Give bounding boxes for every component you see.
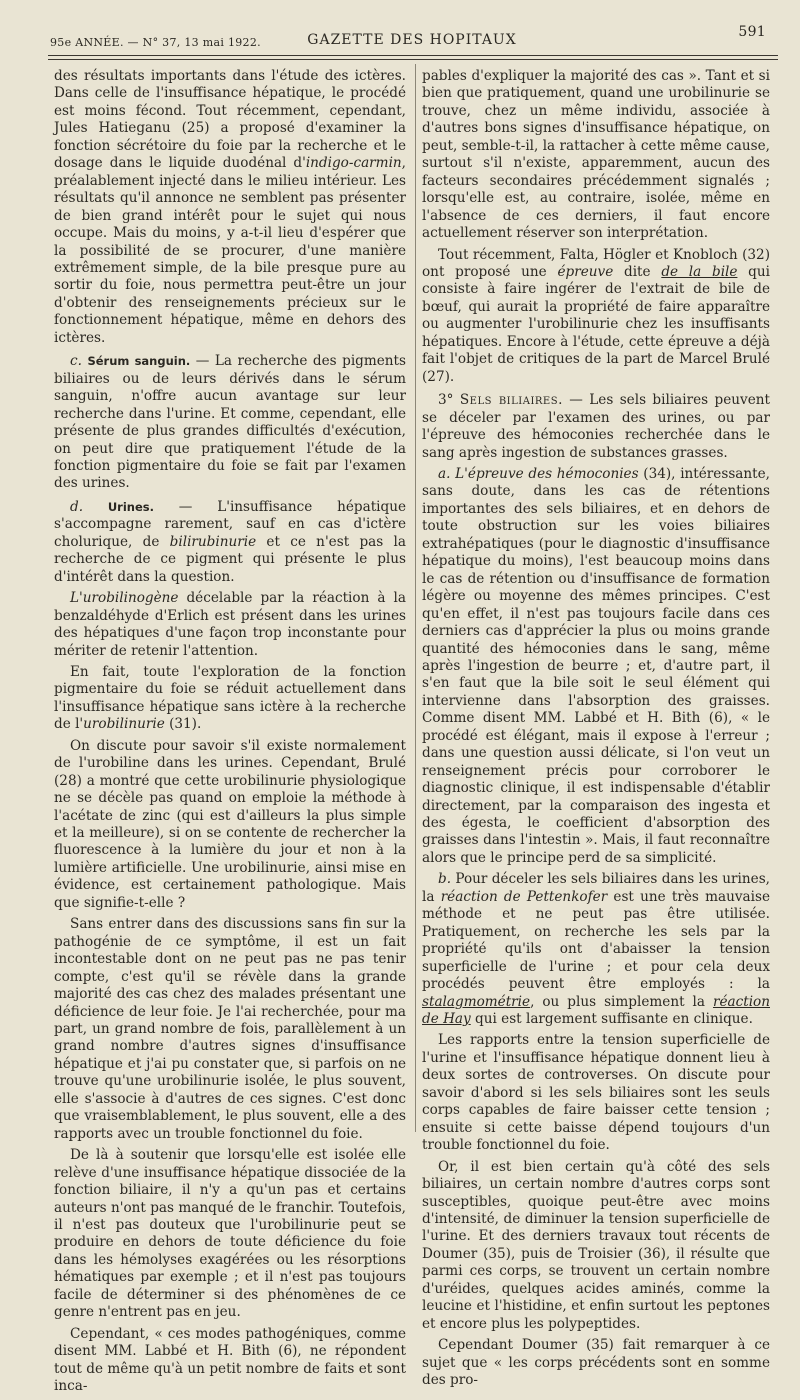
paragraph: En fait, toute l'exploration de la fonction pigmentaire du foie se réduit actuellement dans l'insuffisance hépatique sans ictère à la recherche de l'urobilinurie (31).: [54, 663, 406, 733]
header-rule-double: [48, 59, 778, 60]
section-d: d. Urines. — L'insuffisance hépatique s'accompagne rarement, sauf en cas d'ictère cholurique, de bilirubinurie et ce n'est pas la recherche de ce pigment qui présente le plus d'intérêt dans la question.: [54, 498, 407, 585]
left-column: [54, 68, 406, 1400]
paragraph: De là à soutenir que lorsqu'elle est isolée elle relève d'une insuffisance hépatique dissociée de la fonction biliaire, il n'y a qu'un pas et certains auteurs n'ont pas manqué de le franchir. Toutefois, il n'est pas douteux que l'urobilinurie peut se produire en dehors de toute déficience du foie dans les hémolyses exagérées ou les résorptions hématiques par exemple ; et il n'est pas toujours facile de déterminer si des phénomènes de ce genre n'entrent pas en jeu.: [54, 1147, 406, 1321]
section-heading: Sels biliaires.: [459, 392, 563, 409]
section-c: c. Sérum sanguin. — La recherche des pigments biliaires ou de leurs dérivés dans le sérum sanguin, n'offre aucun avantage sur leur recherche dans l'urine. Et comme, cependant, elle présente de plus grandes difficultés d'exécution, on peut dire que pratiquement l'étude de la fonction pigmentaire du foie se fait par l'examen des urines.: [54, 353, 406, 492]
issue-line: 95e ANNÉE. — N° 37, 13 mai 1922.: [50, 36, 261, 49]
paragraph: Les rapports entre la tension superficielle de l'urine et l'insuffisance hépatique donnent lieu à deux sortes de controverses. On discute pour savoir d'abord si les sels biliaires sont les seuls corps capables de faire baisser cette tension ; ensuite si cette baisse dépend toujours d'un trouble fonctionnel du foie.: [422, 1032, 770, 1154]
paragraph: des résultats importants dans l'étude des ictères. Dans celle de l'insuffisance hépatique, le procédé est moins fécond. Tout récemment, cependant, Jules Hatieganu (25) a proposé d'examiner la fonction sécrétoire du foie par la recherche et le dosage dans le liquide duodénal d'indigo-carmin, préalablement injecté dans le milieu intérieur. Les résultats qu'il annonce ne semblent pas présenter de bien grand intérêt pour le sujet qui nous occupe. Mais du moins, y a-t-il lieu d'espérer que la possibilité de se procurer, d'une manière extrêmement simple, de la bile presque pure au sortir du foie, nous permettra peut-être un jour d'obtenir des renseignements précieux sur le fonctionnement hépatique, même en dehors des ictères.: [54, 68, 406, 346]
running-header: [50, 22, 774, 58]
paragraph: pables d'expliquer la majorité des cas ». Tant et si bien que pratiquement, quand une urobilinurie se trouve, chez un même individu, associée à d'autres bons signes d'insuffisance hépatique, on peut, semble-t-il, la rattacher à cette même cause, surtout s'il n'existe, apparemment, aucun des facteurs secondaires précédemment signalés ; lorsqu'elle est, au contraire, isolée, même en l'absence de ces derniers, il faut encore actuellement réserver son interprétation.: [422, 68, 770, 242]
section-a: a. L'épreuve des hémoconies (34), intéressante, sans doute, dans les cas de rétentions importantes des sels biliaires, et en dehors de toute obstruction sur les voies biliaires extrahépatiques (pour le diagnostic d'insuffisance hépatique du moins), l'est beaucoup moins dans le cas de rétention ou d'insuffisance de formation légère ou moyenne des mêmes principes. C'est qu'en effet, il n'est pas toujours facile dans ces derniers cas d'apprécier la plus ou moins grande quantité des hémoconies dans le sang, même après l'ingestion de beurre ; et, d'autre part, il s'en faut que la bile soit le seul élément qui intervienne dans l'absorption des graisses. Comme disent MM. Labbé et H. Bith (6), « le procédé est élégant, mais il expose à l'erreur ; dans une question aussi délicate, si l'on veut un renseignement précis pour corroborer le diagnostic clinique, il est indispensable d'établir directement, par la comparaison des ingesta et des égesta, le coefficient d'absorption des graisses dans l'intestin ». Mais, il faut reconnaître alors que le principe perd de sa simplicité.: [422, 465, 770, 866]
paragraph: Or, il est bien certain qu'à côté des sels biliaires, un certain nombre d'autres corps sont susceptibles, quoique peut-être avec moins d'intensité, de diminuer la tension superficielle de l'urine. Et des derniers travaux tout récents de Doumer (35), puis de Troisier (36), il résulte que parmi ces corps, se trouvent un certain nombre d'uréides, quelques acides aminés, comme la leucine et l'histidine, et enfin surtout les peptones et encore plus les polypeptides.: [422, 1158, 770, 1332]
section-heading: Urines.: [107, 499, 154, 514]
section-3: 3° Sels biliaires. — Les sels biliaires peuvent se déceler par l'examen des urines, ou par l'épreuve des hémoconies recherchée dans le sang après ingestion de substances grasses.: [422, 392, 770, 461]
paragraph: Tout récemment, Falta, Högler et Knobloch (32) ont proposé une épreuve dite de la bile qui consiste à faire ingérer de l'extrait de bile de bœuf, qui aurait la propriété de faire apparaître ou augmenter l'urobilinurie chez les insuffisants hépatiques. Encore à l'étude, cette épreuve a déjà fait l'objet de critiques de la part de Marcel Brulé (27).: [422, 246, 770, 385]
page-number: 591: [738, 24, 766, 40]
paragraph: On discute pour savoir s'il existe normalement de l'urobiline dans les urines. Cependant, Brulé (28) a montré que cette urobilinurie physiologique ne se décèle pas quand on emploie la méthode à l'acétate de zinc (qui est d'ailleurs la plus simple et la meilleure), si on se contente de rechercher la fluorescence à la lumière du jour et non à la lumière artificielle. Une urobilinurie, ainsi mise en évidence, est certainement pathologique. Mais que signifie-t-elle ?: [54, 737, 406, 911]
column-divider: [415, 64, 416, 1132]
journal-title: GAZETTE DES HOPITAUX: [307, 32, 517, 48]
paragraph: Sans entrer dans des discussions sans fin sur la pathogénie de ce symptôme, il est un fait incontestable dont on ne peut pas ne pas tenir compte, c'est qu'il se révèle dans la grande majorité des cas chez des malades présentant une déficience de leur foie. Je l'ai recherchée, pour ma part, un grand nombre de fois, parallèlement à un grand nombre d'autres signes d'insuffisance hépatique et j'ai pu constater que, si parfois on ne trouve qu'une urobilinurie isolée, le plus souvent, elle s'associe à d'autres de ces signes. C'est donc que vraisemblablement, le plus souvent, elle a des rapports avec un trouble fonctionnel du foie.: [54, 916, 406, 1142]
right-column: [422, 68, 770, 1394]
paragraph: Cependant Doumer (35) fait remarquer à ce sujet que « les corps précédents sont en somme des pro-: [422, 1337, 770, 1389]
paragraph: Cependant, « ces modes pathogéniques, comme disent MM. Labbé et H. Bith (6), ne répondent tout de même qu'à un petit nombre de faits et sont inca-: [54, 1325, 406, 1395]
header-rule: [48, 55, 778, 56]
paragraph: L'urobilinogène décelable par la réaction à la benzaldéhyde d'Erlich est présent dans les urines des hépatiques d'une façon trop inconstante pour mériter de retenir l'attention.: [54, 590, 406, 659]
section-b: b. Pour déceler les sels biliaires dans les urines, la réaction de Pettenkofer est une très mauvaise méthode et ne peut pas être utilisée. Pratiquement, on recherche les sels par la propriété qu'ils ont d'abaisser la tension superficielle de l'urine ; et pour cela deux procédés peuvent être employés : la stalagmométrie, ou plus simplement la réaction de Hay qui est largement suffisante en clinique.: [422, 871, 770, 1028]
section-heading: Sérum sanguin.: [87, 354, 191, 369]
